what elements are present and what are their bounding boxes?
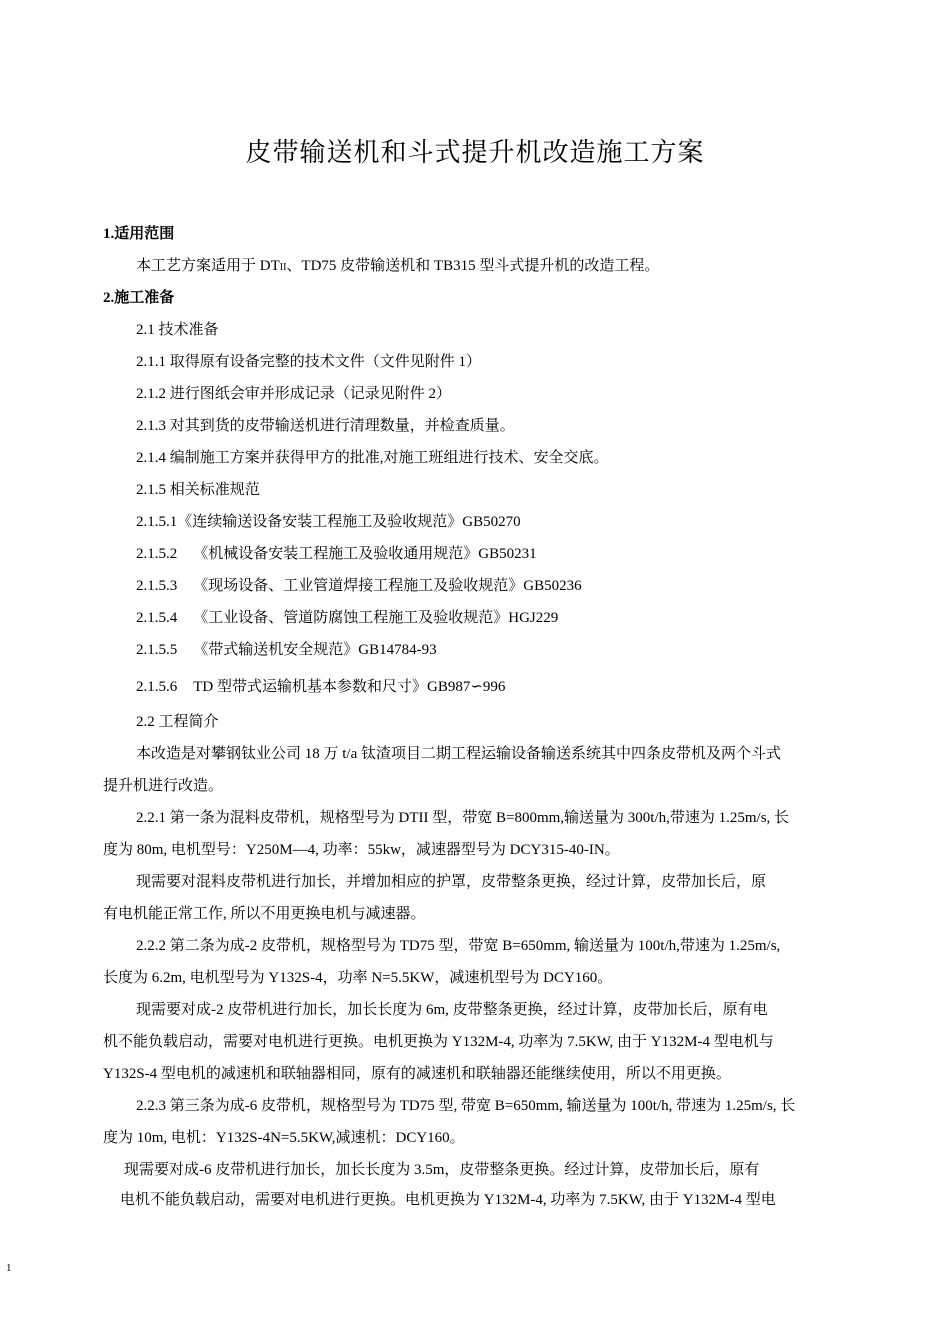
list-item: 2.1.4 编制施工方案并获得甲方的批准,对施工班组进行技术、安全交底。 [136,450,609,466]
paragraph-line: 现需要对成-2 皮带机进行加长，加长长度为 6m, 皮带整条更换，经过计算，皮带加长后，原有电 [136,1002,768,1018]
item-number: 2.1.5.2 [136,546,178,562]
list-item: 2.1.1 取得原有设备完整的技术文件（文件见附件 1） [136,354,482,370]
item-number: 2.1.5.6 [136,679,178,695]
paragraph-line: 提升机进行改造。 [103,778,224,794]
standard-item [136,608,558,628]
paragraph-line: 度为 80m, 电机型号：Y250M—4, 功率：55kw，减速器型号为 DCY315-40-IN。 [103,842,620,858]
paragraph-line: 电机不能负载启动，需要对电机进行更换。电机更换为 Y132M-4, 功率为 7.5KW, 由于 Y132M-4 型电 [120,1192,776,1208]
section-heading-scope: 1.适用范围 [103,226,175,242]
list-item: 2.1.2 进行图纸会审并形成记录（记录见附件 2） [136,386,452,402]
item-text: 《现场设备、工业管道焊接工程施工及验收规范》GB50236 [193,578,582,594]
paragraph-line: 机不能负载启动，需要对电机进行更换。电机更换为 Y132M-4, 功率为 7.5KW, 由于 Y132M-4 型电机与 [103,1034,774,1050]
paragraph-line: 现需要对成-6 皮带机进行加长，加长长度为 3.5m，皮带整条更换。经过计算，皮带加长后，原有 [124,1162,760,1178]
standard-item [136,544,537,564]
list-item: 2.1.5 相关标准规范 [136,482,260,498]
paragraph-line: 本改造是对攀钢钛业公司 18 万 t/a 钛渣项目二期工程运输设备输送系统其中四条皮带机及两个斗式 [136,746,781,762]
item-text: TD 型带式运输机基本参数和尺寸》GB987∽996 [193,679,506,695]
page-number: 1 [6,1262,12,1274]
paragraph-line: 2.2.3 第三条为成-6 皮带机，规格型号为 TD75 型, 带宽 B=650mm, 输送量为 100t/h, 带速为 1.25m/s, 长 [136,1098,796,1114]
paragraph-line: 2.2.1 第一条为混料皮带机，规格型号为 DTII 型，带宽 B=800mm,输送量为 300t/h,带速为 1.25m/s, 长 [136,810,790,826]
item-number: 2.1.5.4 [136,610,178,626]
text: 、TD75 皮带输送机和 TB315 型斗式提升机的改造工程。 [286,258,660,274]
item-number: 2.1.5.5 [136,642,178,658]
paragraph-line: 现需要对混料皮带机进行加长，并增加相应的护罩，皮带整条更换，经过计算，皮带加长后，原 [136,874,767,890]
standard-item: 2.1.5.1《连续输送设备安装工程施工及验收规范》GB50270 [136,514,521,530]
subscript-text: II [279,262,287,273]
text: 本工艺方案适用于 DT [136,258,280,274]
item-number: 2.1.5.3 [136,578,178,594]
item-text: 《带式输送机安全规范》GB14784-93 [193,642,437,658]
paragraph-line: 2.2.2 第二条为成-2 皮带机，规格型号为 TD75 型，带宽 B=650mm, 输送量为 100t/h,带速为 1.25m/s, [136,938,781,954]
standard-item [136,640,437,660]
item-text: 《机械设备安装工程施工及验收通用规范》GB50231 [193,546,537,562]
list-item: 2.1.3 对其到货的皮带输送机进行清理数量，并检查质量。 [136,418,515,434]
document-title: 皮带输送机和斗式提升机改造施工方案 [245,138,705,168]
section-heading-preparation: 2.施工准备 [103,290,175,306]
subsection-heading-overview: 2.2 工程简介 [136,714,219,730]
subsection-heading-technical: 2.1 技术准备 [136,322,219,338]
paragraph-scope [136,256,659,278]
paragraph-line: 有电机能正常工作, 所以不用更换电机与减速器。 [103,906,426,922]
item-text: 《工业设备、管道防腐蚀工程施工及验收规范》HGJ229 [193,610,559,626]
standard-item [136,576,582,596]
paragraph-line: 长度为 6.2m, 电机型号为 Y132S-4，功率 N=5.5KW，减速机型号为 DCY160。 [103,970,613,986]
paragraph-line: 度为 10m, 电机：Y132S-4N=5.5KW,减速机：DCY160。 [103,1130,465,1146]
paragraph-line: Y132S-4 型电机的减速机和联轴器相同，原有的减速机和联轴器还能继续使用，所以不用更换。 [103,1066,731,1082]
standard-item [136,677,505,697]
